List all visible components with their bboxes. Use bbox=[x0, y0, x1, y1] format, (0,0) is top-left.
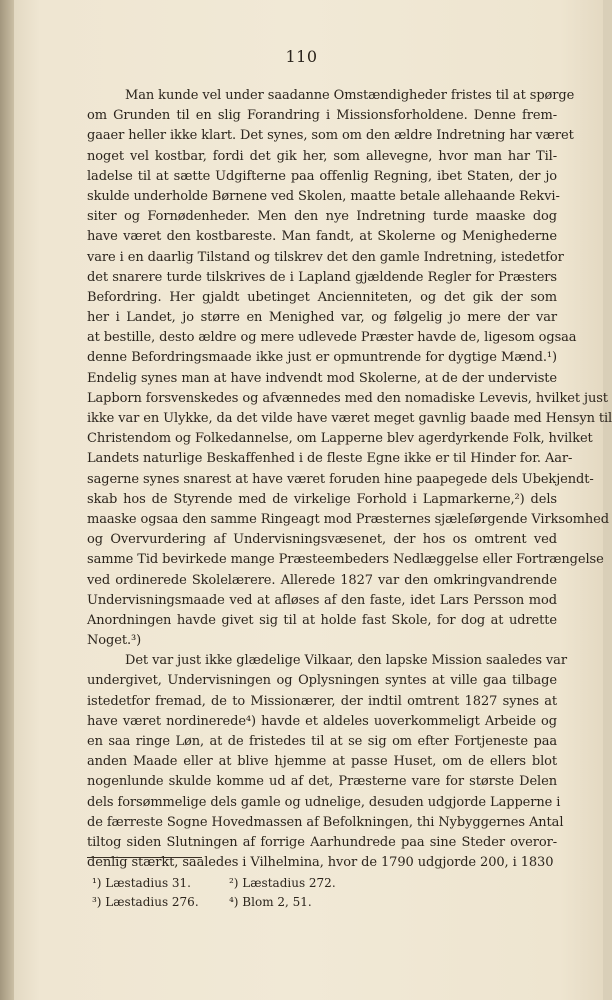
text-line: her i Landet, jo større en Menighed var, og følgelig jo mere der var bbox=[87, 310, 557, 326]
text-line: ikke var en Ulykke, da det vilde have været meget gavnlig baade med Hensyn til bbox=[87, 411, 612, 426]
text-line: en saa ringe Løn, at de fristedes til at se sig om efter Fortjeneste paa bbox=[87, 734, 557, 749]
page-number: 110 bbox=[285, 47, 318, 66]
text-line: denlig stærkt, saaledes i Vilhelmina, hvor de 1790 udgjorde 200, i 1830 bbox=[87, 855, 554, 871]
text-line: Christendom og Folkedannelse, om Lapperne blev agerdyrkende Folk, hvilket bbox=[87, 431, 593, 447]
text-line: Anordningen havde givet sig til at holde fast Skole, for dog at udrette bbox=[87, 612, 557, 628]
text-line: skab hos de Styrende med de virkelige Forhold i Lapmarkerne,²) dels bbox=[87, 491, 557, 507]
text-line: Undervisningsmaade ved at afløses af den faste, idet Lars Persson mod bbox=[87, 592, 557, 608]
body-text bbox=[87, 86, 612, 873]
footnote-3: ³) Læstadius 276. bbox=[92, 895, 199, 909]
text-line: de færreste Sogne Hovedmassen af Befolkningen, thi Nybyggernes Antal bbox=[87, 814, 564, 830]
book-spine-shadow bbox=[0, 0, 14, 1000]
text-line: undergivet, Undervisningen og Oplysningen syntes at ville gaa tilbage bbox=[87, 673, 557, 689]
text-line: at bestille, desto ældre og mere udlevede Præster havde de, ligesom ogsaa bbox=[87, 330, 577, 346]
text-line: Befordring. Her gjaldt ubetinget Ancienniteten, og det gik der som bbox=[87, 289, 557, 305]
footnotes bbox=[92, 874, 512, 912]
text-line: skulde underholde Børnene ved Skolen, maatte betale allehaande Rekvi- bbox=[87, 188, 560, 204]
text-line: have været nordinerede⁴) havde et aldeles uoverkommeligt Arbeide og bbox=[87, 713, 557, 729]
text-line: gaaer heller ikke klart. Det synes, som om den ældre Indretning har været bbox=[87, 128, 574, 144]
text-line: Det var just ikke glædelige Vilkaar, den lapske Mission saaledes var bbox=[125, 653, 567, 669]
text-line: vare i en daarlig Tilstand og tilskrev det den gamle Indretning, istedetfor bbox=[87, 249, 564, 265]
footnote-divider bbox=[87, 857, 202, 858]
footnote-1: ¹) Læstadius 31. bbox=[92, 876, 191, 890]
footnote-4: ⁴) Blom 2, 51. bbox=[229, 895, 312, 909]
text-line: anden Maade eller at blive hjemme at passe Huset, om de ellers blot bbox=[87, 754, 557, 770]
text-line: sagerne synes snarest at have været foruden hine paapegede dels Ubekjendt- bbox=[87, 471, 594, 487]
footnote-2: ²) Læstadius 272. bbox=[229, 876, 336, 890]
text-line: dels forsømmelige dels gamle og udnelige, desuden udgjorde Lapperne i bbox=[87, 794, 561, 810]
text-line: istedetfor fremad, de to Missionærer, der indtil omtrent 1827 synes at bbox=[87, 693, 557, 709]
paragraph-2 bbox=[87, 651, 567, 873]
text-line: ved ordinerede Skolelærere. Allerede 1827 var den omkringvandrende bbox=[87, 572, 557, 588]
text-line: ladelse til at sætte Udgifterne paa offenlig Regning, ibet Staten, der jo bbox=[87, 168, 557, 184]
text-line: tiltog siden Slutningen af forrige Aarhundrede paa sine Steder overor- bbox=[87, 834, 557, 850]
text-line: Landets naturlige Beskaffenhed i de fleste Egne ikke er til Hinder for. Aar- bbox=[87, 451, 573, 467]
text-line: og Overvurdering af Undervisningsvæsenet, der hos os omtrent ved bbox=[87, 532, 557, 548]
paragraph-1 bbox=[87, 86, 612, 651]
footnote-row bbox=[92, 874, 512, 893]
text-line: siter og Fornødenheder. Men den nye Indretning turde maaske dog bbox=[87, 209, 557, 225]
text-line: Man kunde vel under saadanne Omstændigheder fristes til at spørge bbox=[125, 88, 575, 103]
text-line: Noget.³) bbox=[87, 633, 142, 649]
footnote-row bbox=[92, 893, 512, 912]
text-line: nogenlunde skulde komme ud af det, Præsterne vare for største Delen bbox=[87, 774, 557, 790]
text-line: samme Tid bevirkede mange Præsteembeders Nedlæggelse eller Fortrængelse bbox=[87, 552, 604, 568]
text-line: denne Befordringsmaade ikke just er opmuntrende for dygtige Mænd.¹) bbox=[87, 350, 557, 366]
text-line: have været den kostbareste. Man fandt, at Skolerne og Menighederne bbox=[87, 229, 557, 245]
text-line: noget vel kostbar, fordi det gik her, som allevegne, hvor man har Til- bbox=[87, 148, 557, 164]
text-line: Lapborn forsvenskedes og afvænnedes med den nomadiske Levevis, hvilket just bbox=[87, 390, 608, 406]
text-line: det snarere turde tilskrives de i Lapland gjældende Regler for Præsters bbox=[87, 269, 557, 285]
text-line: maaske ogsaa den samme Ringeagt mod Præsternes sjæleſørgende Virksomhed bbox=[87, 511, 609, 527]
text-line: Endelig synes man at have indvendt mod Skolerne, at de der underviste bbox=[87, 370, 557, 386]
text-line: om Grunden til en slig Forandring i Missionsforholdene. Denne frem- bbox=[87, 108, 557, 124]
